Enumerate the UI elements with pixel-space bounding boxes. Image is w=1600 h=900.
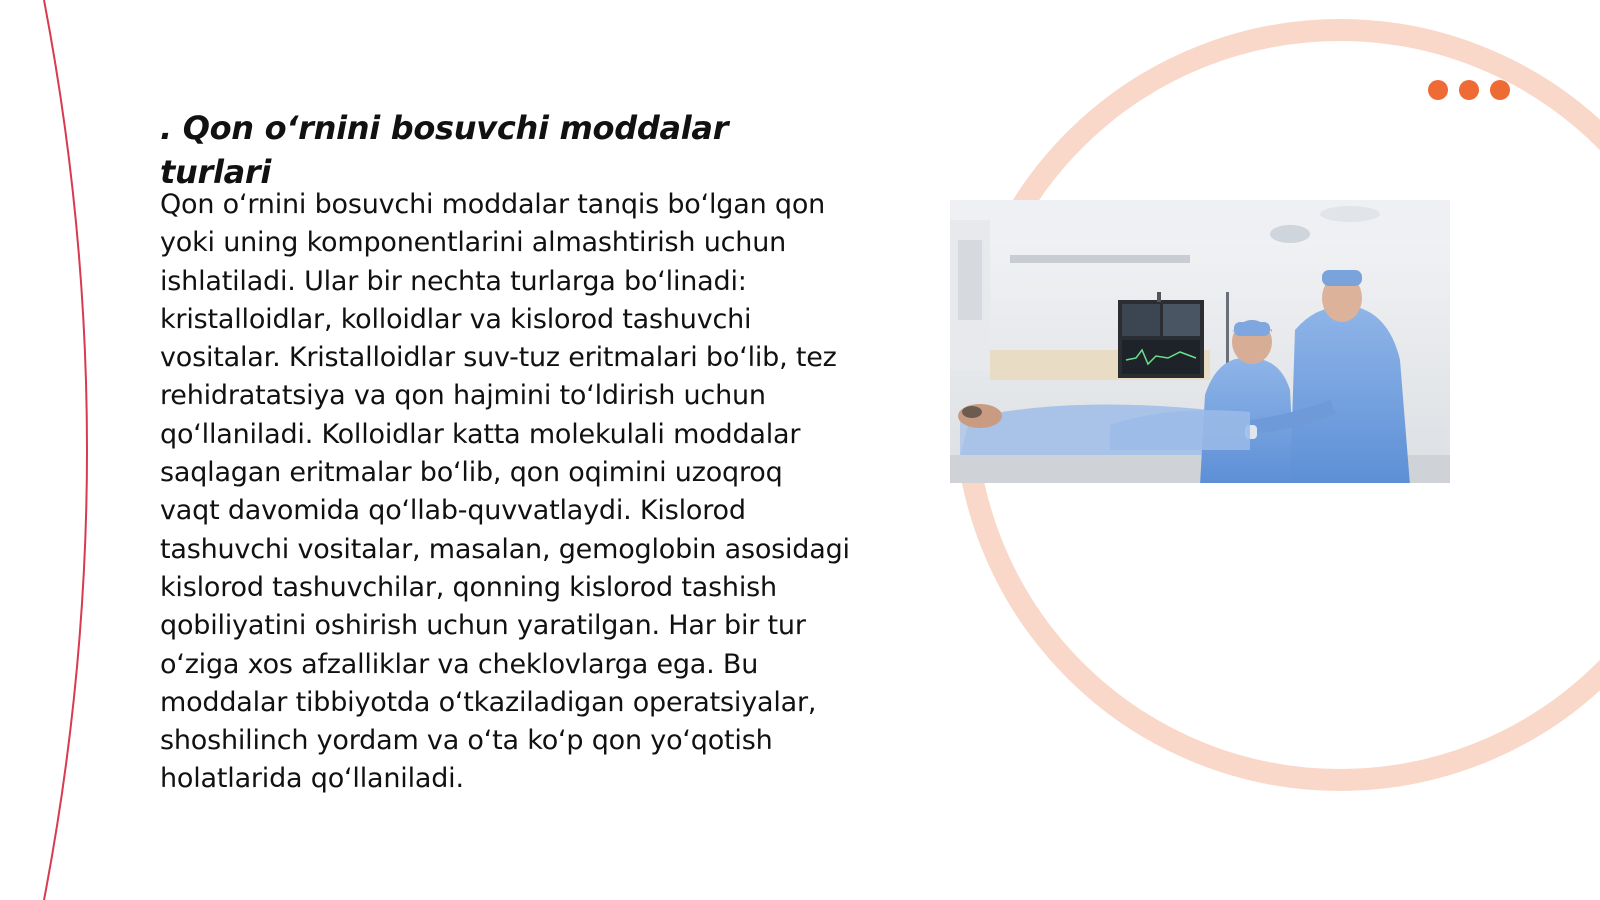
slide-title: . Qon o‘rnini bosuvchi moddalar turlari bbox=[160, 109, 729, 191]
dot-icon bbox=[1490, 80, 1510, 100]
slide-body-text: Qon o‘rnini bosuvchi moddalar tanqis bo‘lgan qon yoki uning komponentlarini almashtirish uchun ishlatiladi. Ular bir nechta turlarga bo‘linadi: kristalloidlar, kolloidlar va kislorod tashuvchi vositalar. Kristalloidlar suv-tuz eritmalari bo‘lib, tez rehidratatsiya va qon hajmini to‘ldirish uchun qo‘llaniladi. Kolloidlar katta molekulali moddalar saqlagan eritmalar bo‘lib, qon oqimini uzoqroq vaqt davomida qo‘llab-quvvatlaydi. Kislorod tashuvchi vositalar, masalan, gemoglobin asosidagi kislorod tashuvchilar, qonning kislorod tashish qobiliyatini oshirish uchun yaratilgan. Har bir tur o‘ziga xos afzalliklar va cheklovlarga ega. Bu moddalar tibbiyotda o‘tkaziladigan operatsiyalar, shoshilinch yordam va o‘ta ko‘p qon yo‘qotish holatlarida qo‘llaniladi. bbox=[160, 189, 850, 795]
decorative-dots bbox=[1428, 80, 1512, 100]
dot-icon bbox=[1428, 80, 1448, 100]
dot-icon bbox=[1459, 80, 1479, 100]
left-accent-line bbox=[44, 0, 87, 900]
operating-room-photo bbox=[950, 200, 1450, 483]
